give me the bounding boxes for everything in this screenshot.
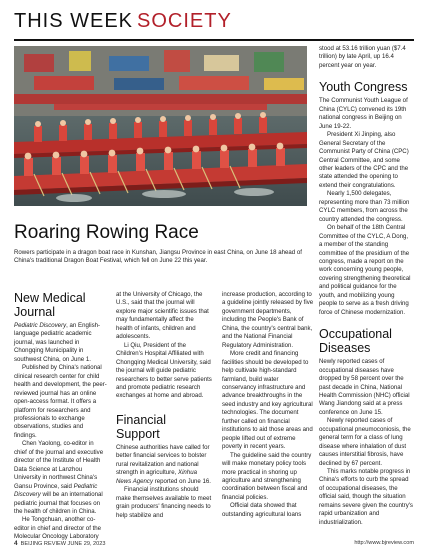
page-number: 4: [14, 540, 18, 547]
feature-caption: Rowers participate in a dragon boat race in Kunshan, Jiangsu Province in east China, on June 18 ahead of China's traditional Dragon Boat Festival, which fell on June 22 this year.: [14, 249, 302, 265]
article-paragraph: increase production, according to a guideline jointly released by five government departments, including the People's Bank of China, the country's central bank, and the National Financial Regulatory Administration.: [222, 291, 314, 349]
article-paragraph: Chinese authorities have called for better financial services to bolster rural revitalization and national strength in agriculture, Xinhua News Agency reported on June 16.: [116, 443, 211, 485]
column-3: [222, 291, 314, 519]
footer-left: [14, 540, 106, 547]
column-2: [116, 291, 212, 520]
feature-headline: Roaring Rowing Race: [14, 222, 199, 243]
journal-name: Pediatric Discovery: [14, 322, 67, 329]
agency-name: Xinhua News Agency: [116, 469, 197, 485]
heading-new-medical-journal: New Medical Journal: [14, 291, 86, 319]
article-paragraph: at the University of Chicago, the U.S., said that the journal will explore major scientific issues that may fundamentally affect the health of infants, children and adolescents.: [116, 291, 209, 341]
article-paragraph: Published by China's national clinical research center for child health and development, the peer-reviewed journal has an online open-access format. It offers a platform for researchers and professionals to exchange observations, studies and findings.: [14, 364, 107, 439]
article-paragraph: Financial institutions should make themselves available to meet grain producers' financing needs to help stabilize and: [116, 486, 212, 519]
article-paragraph: On behalf of the 18th Central Committee of the CYLC, A Dong, a member of the standing committee of the presidium of the congress, made a report on the work concerning young people, covering strengthening theoretical and political guidance for the youth, and mobilizing young people to serve as a fresh driving force of Chinese modernization.: [319, 224, 411, 316]
article-paragraph: Newly reported cases of occupational pneumoconiosis, the general term for a class of lung disease where inhalation of dust causes interstitial fibrosis, have declined by 67 percent.: [319, 417, 411, 467]
header-rule: [14, 39, 414, 41]
footer-url[interactable]: http://www.bjreview.com: [354, 540, 414, 546]
article-paragraph: Chen Yaolong, co-editor in chief of the journal and executive director of the Institute of Health Data Science at Lanzhou University in northwest China's Gansu Province, said Pediatric Discovery will be an international pediatric journal that focuses on the health of children in China.: [14, 440, 104, 515]
section-header: [14, 8, 414, 38]
article-paragraph: The guideline said the country will make monetary policy tools more practical in shoring up agriculture and strengthening coordination between fiscal and financial policies.: [222, 451, 312, 501]
journal-name: Pediatric Discovery: [14, 482, 98, 499]
dragon-boat-race-photo: [14, 46, 307, 206]
article-paragraph: Official data showed that outstanding agricultural loans: [222, 502, 302, 518]
article-paragraph: Pediatric Discovery, an English-language pediatric academic journal, was launched in Chongqing Municipality in southwest China, on June 1.: [14, 322, 101, 363]
article-paragraph: President Xi Jinping, also General Secretary of the Communist Party of China (CPC) Central Committee, and some other leaders of the CPC and the state attended the opening to extend their congratulations.: [319, 131, 409, 189]
page-footer: [14, 538, 414, 550]
section-title-main: THIS WEEK: [14, 10, 134, 32]
section-title: [14, 10, 232, 33]
article-paragraph: He Tongchuan, another co-editor in chief and director of the Molecular Oncology Laboratory: [14, 516, 102, 541]
article-paragraph: Newly reported cases of occupational diseases have dropped by 58 percent over the past decade in China, National Health Commission (NHC) official Wang Jiandong said at a press conference on June 15.: [319, 358, 410, 416]
photo-illustration: [14, 46, 307, 206]
column-1: [14, 291, 107, 542]
section-title-category: SOCIETY: [137, 10, 232, 32]
heading-occupational-diseases: Occupational Diseases: [319, 327, 392, 356]
article-paragraph: Li Qiu, President of the Children's Hospital Affiliated with Chongqing Medical University, said the journal will guide pediatric researchers to better serve patients and promote pediatric research exchanges at home and abroad.: [116, 341, 212, 400]
article-paragraph: The Communist Youth League of China (CYLC) convened its 19th national congress in Beijing on June 19-22.: [319, 97, 408, 130]
magazine-issue: BEIJING REVIEW JUNE 29, 2023: [20, 541, 106, 547]
heading-financial-support: Financial Support: [116, 412, 167, 441]
article-paragraph: stood at 53.16 trillion yuan ($7.4 trillion) by late April, up 16.4 percent year on year.: [319, 45, 406, 69]
article-paragraph: This marks notable progress in China's efforts to curb the spread of occupational diseases, the official said, though the situation remains severe given the country's rapid urbanization and industrialization.: [319, 468, 413, 526]
article-paragraph: Nearly 1,500 delegates, representing more than 73 million CYLC members, from across the country attended the congress.: [319, 190, 410, 223]
column-4: [319, 45, 413, 527]
article-paragraph: More credit and financing facilities should be developed to help cultivate high-standard farmland, build water conservancy infrastructure and advance breakthroughs in the seed industry and key agricultural technologies. The document further called on financial institutions to aid those areas and people lifted out of extreme poverty in recent years.: [222, 350, 313, 451]
heading-youth-congress: Youth Congress: [319, 80, 408, 95]
